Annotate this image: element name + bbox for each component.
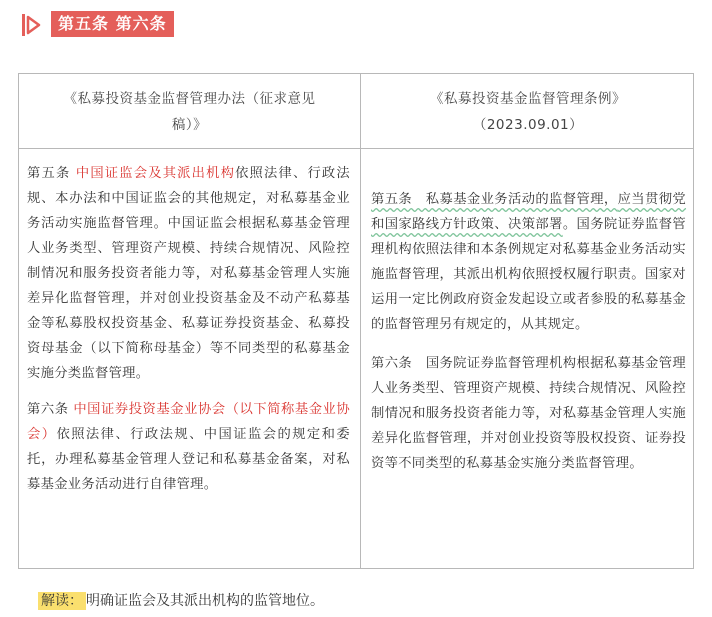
- header-divider: [19, 148, 693, 149]
- comparison-table: [18, 73, 694, 569]
- right-column-header: [361, 86, 695, 138]
- article-paragraph: [371, 351, 686, 476]
- interpretation-note: [38, 590, 324, 610]
- underlined-text: 应当贯彻党和国家路线方针政策、决策部署: [371, 192, 687, 232]
- left-header-line: 稿）》: [171, 117, 208, 133]
- article-text: 。国务院证券监督管理机构依照法律和本条例规定对私募基金业务活动实施监督管理，其派出机构依照授权履行职责。国家对运用一定比例政府资金发起设立或者参股的私募基金的监督管理另有规定的，从其规定。: [371, 217, 687, 332]
- play-arrow-icon: [22, 14, 42, 36]
- left-header-line: 《私募投资基金监督管理办法（征求意见: [63, 91, 316, 107]
- note-text: 明确证监会及其派出机构的监管地位。: [86, 593, 324, 609]
- article-number: 第五条: [27, 166, 76, 181]
- left-column-body: [27, 161, 350, 508]
- right-column-body: [371, 187, 686, 487]
- article-text: 依照法律、行政法规、本办法和中国证监会的其他规定，对私募基金业务活动实施监督管理。中国证监会根据私募基金管理人业务类型、管理资产规模、持续合规情况、风险控制情况和服务投资者能力等，对私募基金管理人实施差异化监督管理，并对创业投资基金及不动产私募基金等私募股权投资基金、私募证券投资基金、私募投资母基金（以下简称母基金）等不同类型的私募基金实施分类监督管理。: [27, 166, 350, 381]
- article-text: 国务院证券监督管理机构根据私募基金管理人业务类型、管理资产规模、持续合规情况、风险控制情况和服务投资者能力等，对私募基金管理人实施差异化监督管理，并对创业投资等股权投资、证券投资等不同类型的私募基金实施分类监督管理。: [371, 356, 687, 471]
- article-number: 第六条: [371, 356, 426, 371]
- article-number: 第六条: [27, 402, 74, 417]
- note-label: 解读：: [38, 592, 86, 610]
- page-title: 第五条 第六条: [51, 11, 174, 37]
- left-column-header: [19, 86, 360, 138]
- right-header-line: （2023.09.01）: [472, 117, 584, 133]
- article-number: 第五条 私募基金业务活动的监督管理，: [371, 192, 618, 207]
- article-paragraph: [27, 397, 350, 497]
- highlighted-entity: 中国证券投资基金业协会（以下简称基金业协会）: [27, 402, 351, 442]
- article-text: 依照法律、行政法规、中国证监会的规定和委托，办理私募基金管理人登记和私募基金备案，对私募基金业务活动进行自律管理。: [27, 427, 350, 492]
- article-paragraph: [371, 187, 686, 337]
- highlighted-entity: 中国证监会及其派出机构: [75, 166, 236, 181]
- right-header-line: 《私募投资基金监督管理条例》: [430, 91, 626, 107]
- article-paragraph: [27, 161, 350, 386]
